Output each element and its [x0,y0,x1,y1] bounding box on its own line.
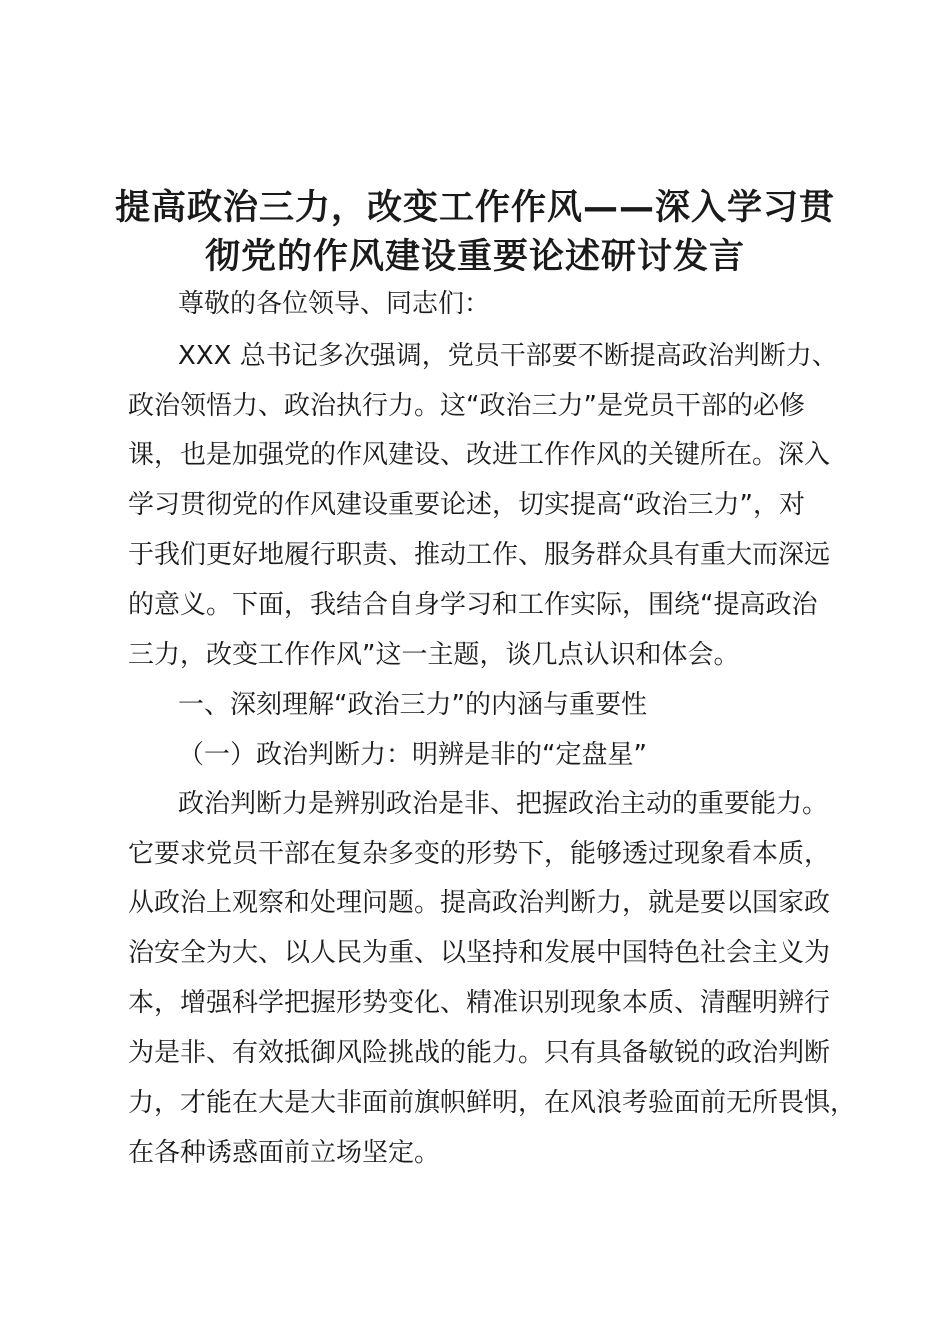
paragraph-line: 力，才能在大是大非面前旗帜鲜明，在风浪考验面前无所畏惧， [128,1088,857,1118]
paragraph-line: 课，也是加强党的作风建设、改进工作作风的关键所在。深入 [128,440,831,470]
salutation: 尊敬的各位领导、同志们： [178,289,491,319]
paragraph-line: 它要求党员干部在复杂多变的形势下，能够透过现象看本质， [128,839,831,869]
paragraph-line: 治安全为大、以人民为重、以坚持和发展中国特色社会主义为 [128,938,831,968]
paragraph-line: 在各种诱惑面前立场坚定。 [128,1138,441,1168]
document-title-line-2: 彻党的作风建设重要论述研讨发言 [204,237,745,277]
paragraph-line: 三力，改变工作作风”这一主题，谈几点认识和体会。 [128,640,740,670]
paragraph-line: 为是非、有效抵御风险挑战的能力。只有具备敏锐的政治判断 [128,1038,831,1068]
paragraph-line: 的意义。下面，我结合自身学习和工作实际，围绕“提高政治 [128,590,818,620]
paragraph-line: 从政治上观察和处理问题。提高政治判断力，就是要以国家政 [128,888,831,918]
paragraph-line: XXX 总书记多次强调，党员干部要不断提高政治判断力、 [178,341,838,371]
paragraph-line: 于我们更好地履行职责、推动工作、服务群众具有重大而深远 [128,540,831,570]
section-heading: 一、深刻理解“政治三力”的内涵与重要性 [178,690,647,720]
paragraph-line: 政治判断力是辨别政治是非、把握政治主动的重要能力。 [178,789,829,819]
paragraph-line: 政治领悟力、政治执行力。这“政治三力”是党员干部的必修 [128,391,805,421]
document-title-line-1: 提高政治三力，改变工作作风——深入学习贯 [114,188,835,228]
subsection-heading: （一）政治判断力：明辨是非的“定盘星” [178,740,647,770]
paragraph-line: 学习贯彻党的作风建设重要论述，切实提高“政治三力”，对 [128,490,805,520]
paragraph-line: 本，增强科学把握形势变化、精准识别现象本质、清醒明辨行 [128,988,831,1018]
